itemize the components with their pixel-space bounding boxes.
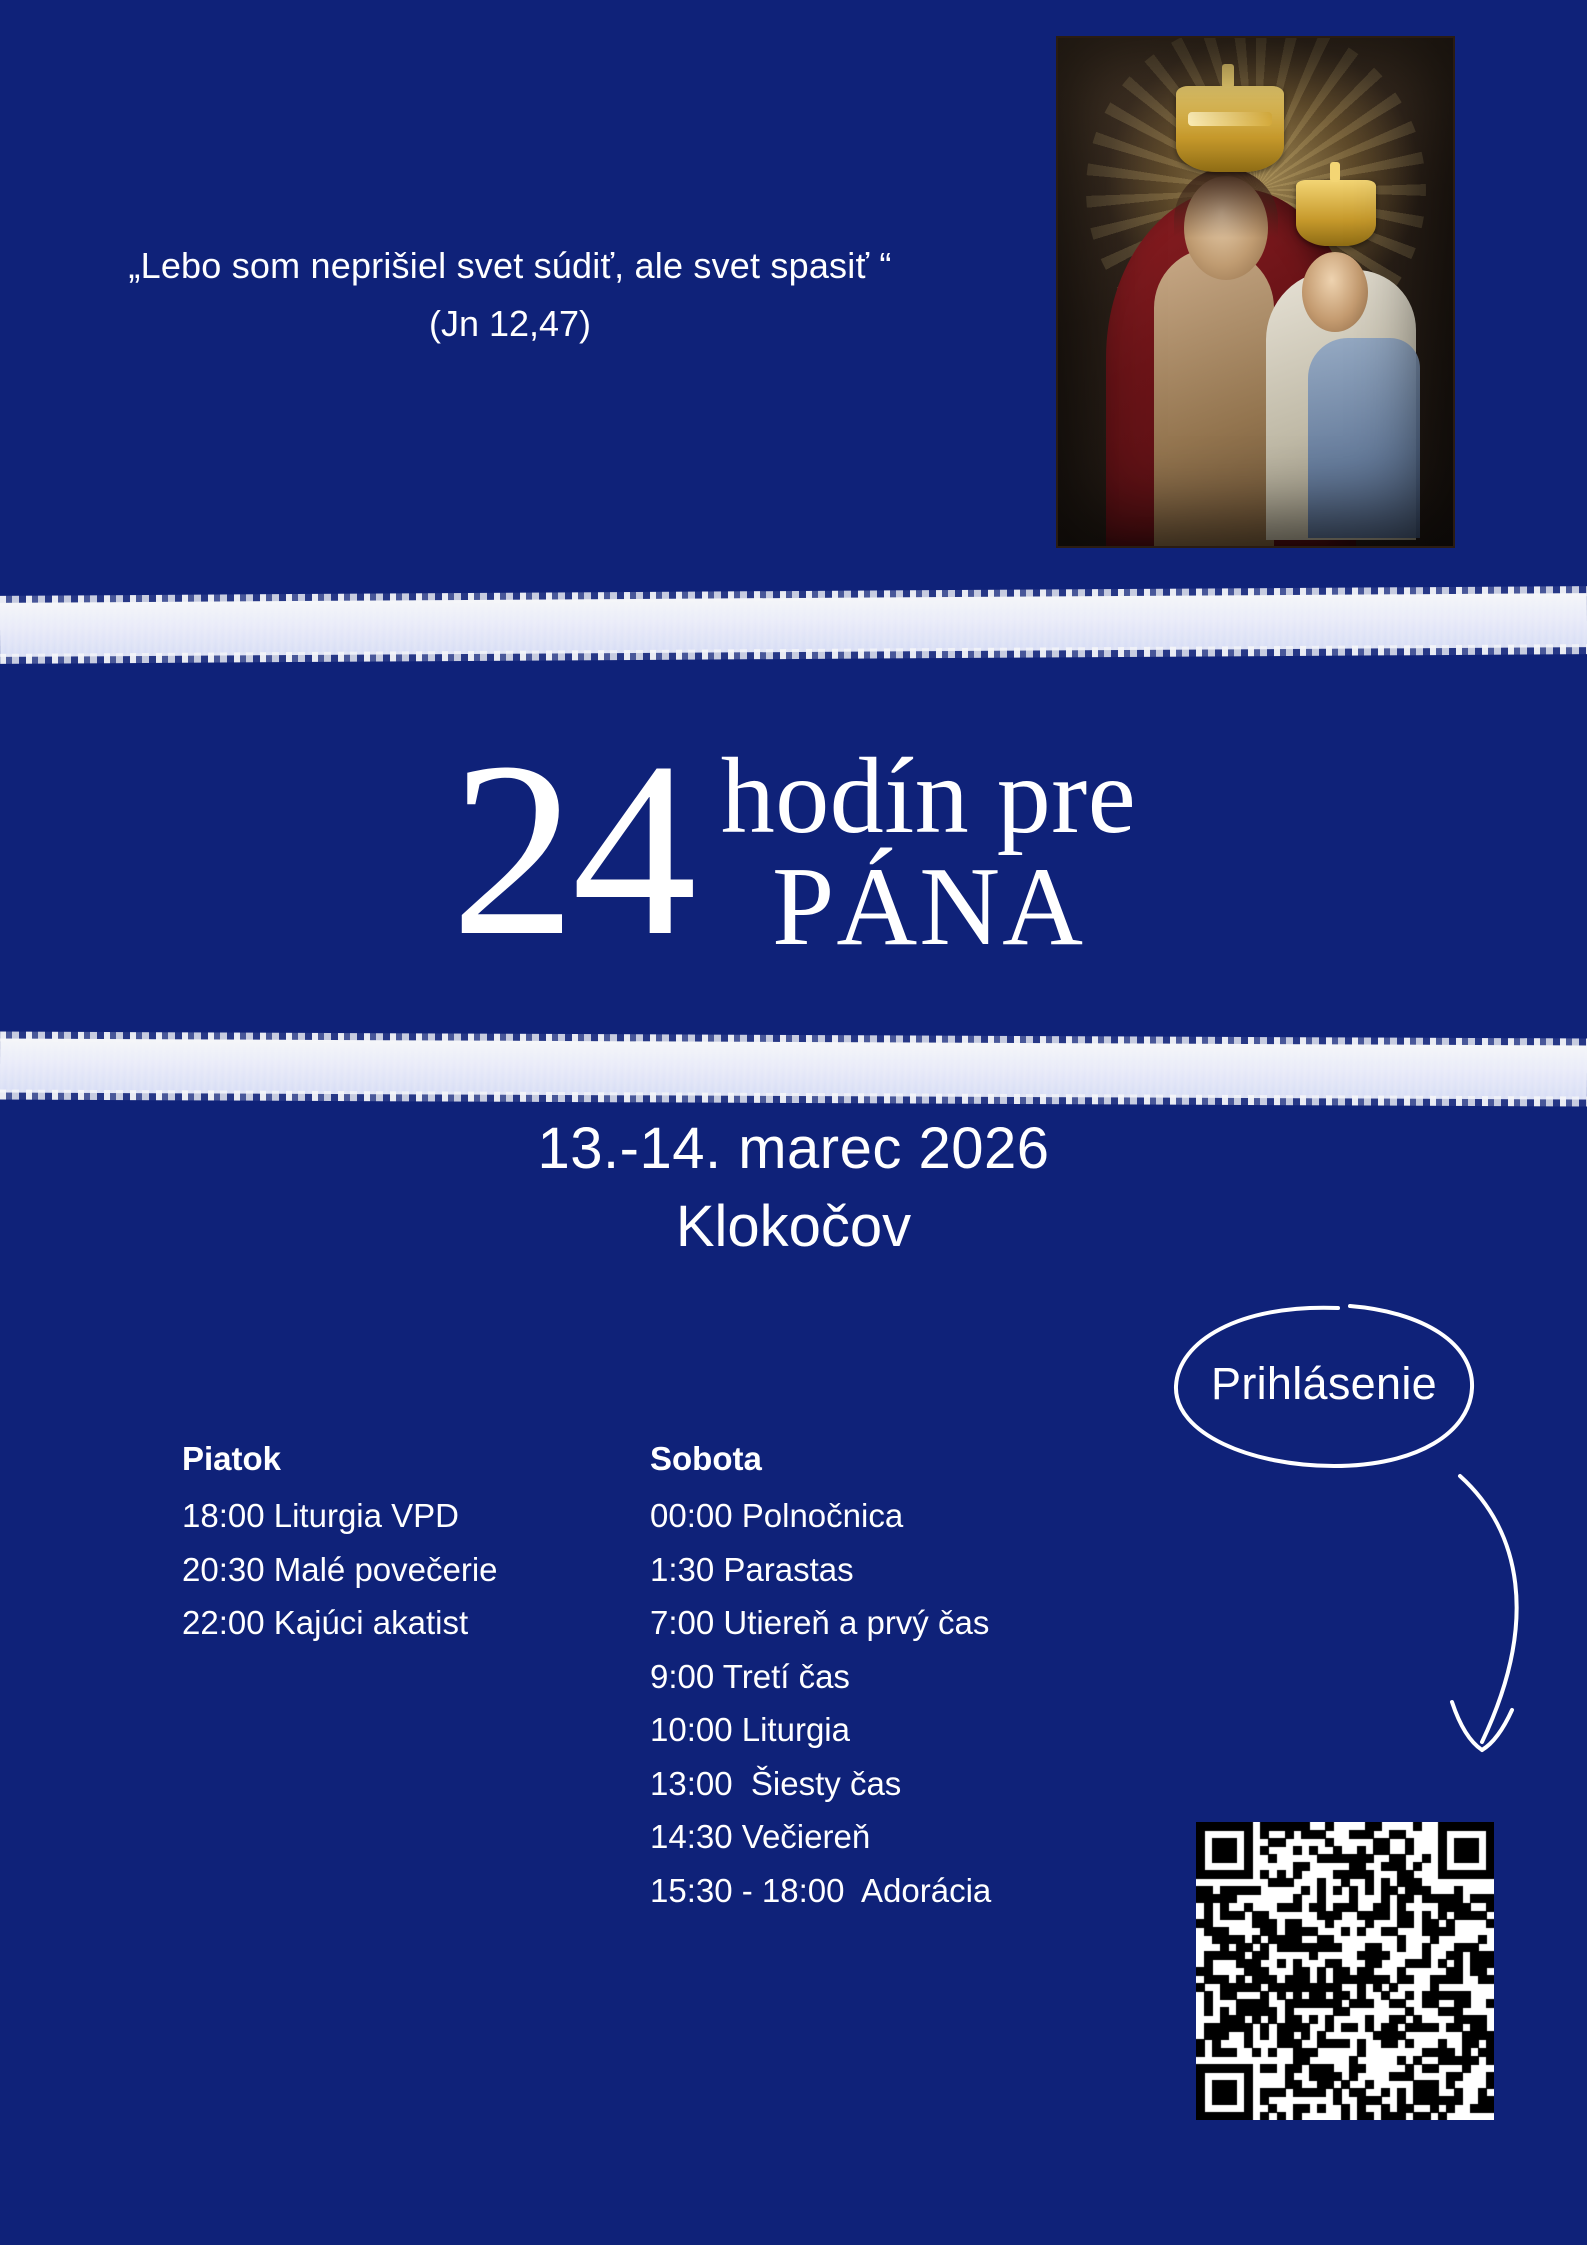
schedule-item: 00:00 Polnočnica: [650, 1497, 904, 1535]
schedule-item: 1:30 Parastas: [650, 1550, 854, 1588]
schedule-item: 14:30 Večiereň: [650, 1818, 871, 1856]
quote-text: „Lebo som neprišiel svet súdiť, ale svet spasiť “: [128, 245, 892, 286]
event-when: [0, 1110, 1587, 1267]
schedule-saturday: [650, 1432, 991, 1917]
schedule-item: 15:30 - 18:00 Adorácia: [650, 1871, 992, 1909]
quote-reference: (Jn 12,47): [428, 303, 592, 345]
qr-code[interactable]: [1196, 1822, 1494, 2120]
page-title: [0, 660, 1587, 1040]
title-line-1: hodín pre: [720, 737, 1137, 856]
schedule-item: 20:30 Malé povečerie: [182, 1550, 498, 1588]
title-number: 24: [450, 711, 693, 988]
curved-arrow-down-icon: [1400, 1470, 1560, 1790]
schedule-item: 18:00 Liturgia VPD: [182, 1497, 460, 1535]
schedule-item: 10:00 Liturgia: [650, 1711, 850, 1749]
icon-vignette: [1058, 38, 1453, 546]
schedule-item: 22:00 Kajúci akatist: [182, 1604, 469, 1642]
divider-band-bottom: [0, 1039, 1587, 1100]
signup-callout[interactable]: [1168, 1300, 1480, 1472]
icon-image: [1058, 38, 1453, 546]
schedule-item: 9:00 Tretí čas: [650, 1657, 850, 1695]
schedule-day-title: Sobota: [650, 1440, 762, 1477]
title-line-2: PÁNA: [772, 845, 1085, 969]
event-date: 13.-14. marec 2026: [537, 1116, 1050, 1181]
schedule-item: 7:00 Utiereň a prvý čas: [650, 1604, 990, 1642]
schedule-day-title: Piatok: [182, 1440, 282, 1477]
title-words: [720, 737, 1137, 969]
schedule-friday: [182, 1432, 498, 1650]
quote-block: [0, 240, 1020, 350]
schedule-item: 13:00 Šiesty čas: [650, 1764, 902, 1802]
event-place: Klokočov: [675, 1194, 912, 1260]
divider-band-top: [0, 593, 1587, 657]
signup-label: Prihlásenie: [1211, 1358, 1437, 1409]
